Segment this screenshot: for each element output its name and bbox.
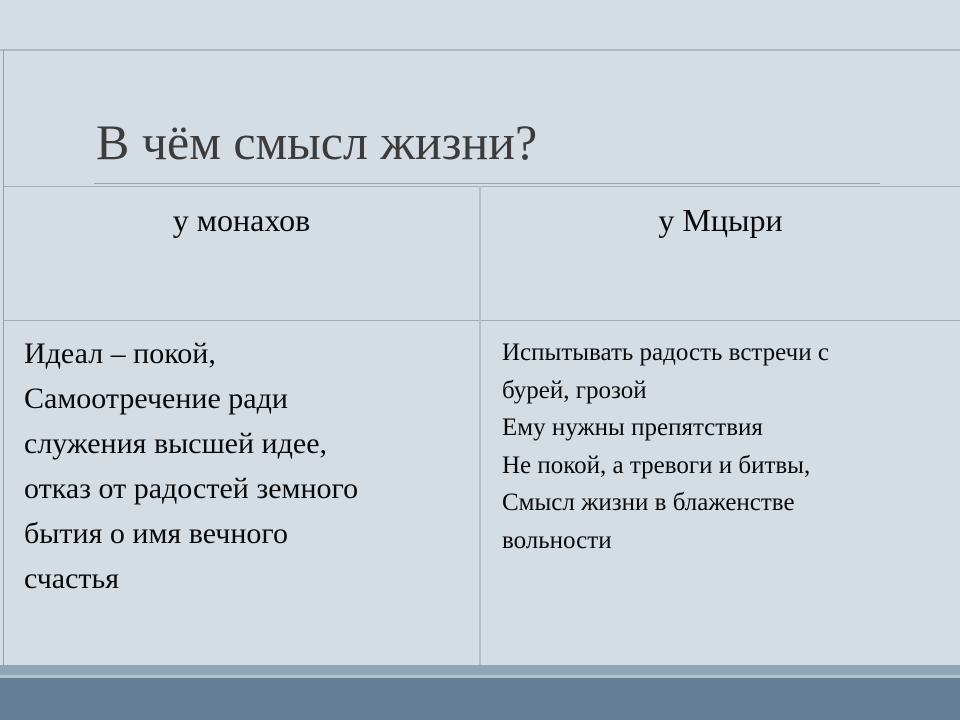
mtsyri-line: Смысл жизни в блаженстве xyxy=(502,489,795,516)
cell-monks xyxy=(24,331,464,601)
mtsyri-line: бурей, грозой xyxy=(502,376,647,404)
mtsyri-line: Ему нужны препятствия xyxy=(502,414,763,441)
monks-line: бытия о имя вечного xyxy=(24,517,288,550)
monks-line: служения высшей идее, xyxy=(24,427,328,460)
mtsyri-line: Не покой, а тревоги и битвы, xyxy=(502,451,811,479)
column-header-mtsyri: у Мцыри xyxy=(658,202,783,238)
table-column-divider xyxy=(479,186,481,682)
title-underline xyxy=(94,183,880,184)
mtsyri-line: Испытывать радость встречи с xyxy=(502,339,829,366)
monks-line: отказ от радостей земного xyxy=(24,472,359,505)
table-rule-top xyxy=(4,186,960,187)
monks-line: счастья xyxy=(24,562,120,595)
column-header-monks: у монахов xyxy=(172,202,311,238)
cell-mtsyri xyxy=(502,334,942,559)
table-rule-header xyxy=(4,320,960,321)
mtsyri-line: вольности xyxy=(502,526,612,554)
monks-line: Самоотречение ради xyxy=(24,382,288,415)
monks-line: Идеал – покой, xyxy=(24,337,216,370)
bottom-bar-light xyxy=(0,665,960,675)
slide-title: В чём смысл жизни? xyxy=(96,114,538,170)
bottom-bar xyxy=(0,678,960,720)
frame-left-border xyxy=(3,50,4,670)
frame-top-border xyxy=(0,49,960,51)
